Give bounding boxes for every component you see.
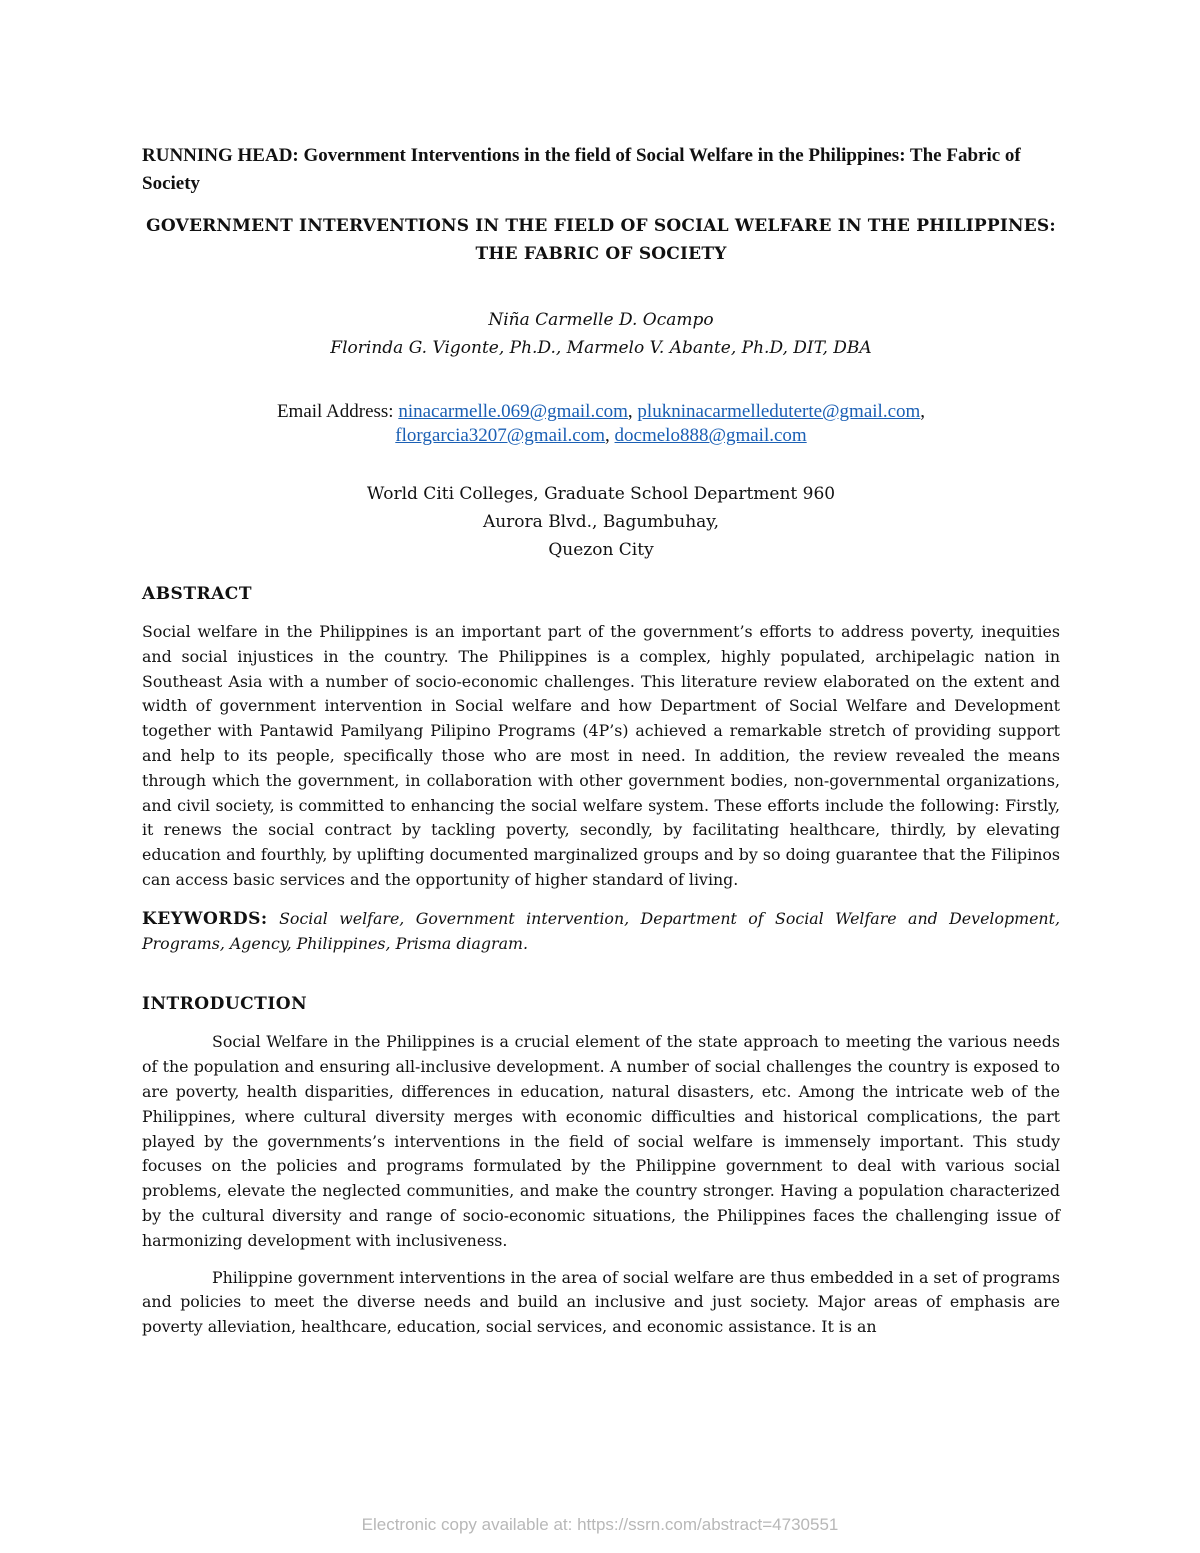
institution-line-1: World Citi Colleges, Graduate School Department 960 — [366, 484, 836, 504]
email-link-2[interactable]: plukninacarmelleduterte@gmail.com — [637, 401, 921, 422]
authors-block — [142, 306, 1060, 362]
author-line-primary: Niña Carmelle D. Ocampo — [488, 310, 714, 330]
paper-page — [142, 142, 1060, 1340]
email-label: Email Address: — [276, 401, 394, 422]
keywords-label: KEYWORDS: — [142, 908, 268, 929]
abstract-text: Social welfare in the Philippines is an important part of the government’s efforts to address poverty, inequities and social injustices in the country. The Philippines is a complex, highly populated, archipelagic nation in Southeast Asia with a number of socio-economic challenges. This literature review elaborated on the extent and width of government intervention in Social welfare and how Department of Social Welfare and Development together with Pantawid Pamilyang Pilipino Programs (4P’s) achieved a remarkable stretch of providing support and help to its people, specifically those who are most in need. In addition, the review revealed the means through which the government, in collaboration with other government bodies, non-governmental organizations, and civil society, is committed to enhancing the social welfare system. These efforts include the following: Firstly, it renews the social contract by tackling poverty, secondly, by facilitating healthcare, thirdly, by elevating education and fourthly, by uplifting documented marginalized groups and by so doing guarantee that the Filipinos can access basic services and the opportunity of higher standard of living. — [142, 622, 1060, 889]
introduction-paragraph-2: Philippine government interventions in the area of social welfare are thus embedded in a set of programs and policies to meet the diverse needs and build an inclusive and just society. Major areas of emphasis are poverty alleviation, healthcare, education, social services, and economic assistance. It is an — [142, 1267, 1060, 1337]
paper-title: GOVERNMENT INTERVENTIONS IN THE FIELD OF SOCIAL WELFARE IN THE PHILIPPINES: THE FABRIC OF SOCIETY — [146, 216, 1056, 264]
institution-line-2: Aurora Blvd., Bagumbuhay, — [482, 512, 720, 532]
email-link-3[interactable]: florgarcia3207@gmail.com — [395, 425, 606, 446]
email-block: Email Address: ninacarmelle.069@gmail.com, plukninacarmelleduterte@gmail.com, florgarcia3207@gmail.com, docmelo888@gmail.com — [276, 401, 926, 446]
email-link-4[interactable]: docmelo888@gmail.com — [614, 425, 807, 446]
introduction-paragraph-1: Social Welfare in the Philippines is a crucial element of the state approach to meeting the various needs of the population and ensuring all-inclusive development. A number of social challenges the country is exposed to are poverty, health disparities, differences in education, natural disasters, etc. Among the intricate web of the Philippines, where cultural diversity merges with economic difficulties and historical complications, the part played by the governments’s interventions in the field of social welfare is immensely important. This study focuses on the policies and programs formulated by the Philippine government to deal with various social problems, elevate the neglected communities, and make the country stronger. Having a population characterized by the cultural diversity and range of socio-economic situations, the Philippines faces the challenging issue of harmonizing development with inclusiveness. — [142, 1032, 1060, 1250]
institution-block — [142, 480, 1060, 564]
abstract-heading: ABSTRACT — [142, 584, 252, 604]
keywords-list: Social welfare, Government intervention, Department of Social Welfare and Development, Programs, Agency, Philippines, Prisma diagram. — [142, 908, 1060, 953]
running-head: RUNNING HEAD: Government Interventions in the field of Social Welfare in the Philippines: The Fabric of Society — [142, 145, 1021, 194]
ssrn-footer: Electronic copy available at: https://ssrn.com/abstract=4730551 — [361, 1515, 839, 1534]
keywords-paragraph — [142, 907, 1060, 957]
email-link-1[interactable]: ninacarmelle.069@gmail.com — [398, 401, 628, 422]
author-line-advisers: Florinda G. Vigonte, Ph.D., Marmelo V. Abante, Ph.D, DIT, DBA — [330, 338, 872, 358]
institution-line-3: Quezon City — [548, 540, 654, 560]
introduction-heading: INTRODUCTION — [142, 994, 308, 1015]
